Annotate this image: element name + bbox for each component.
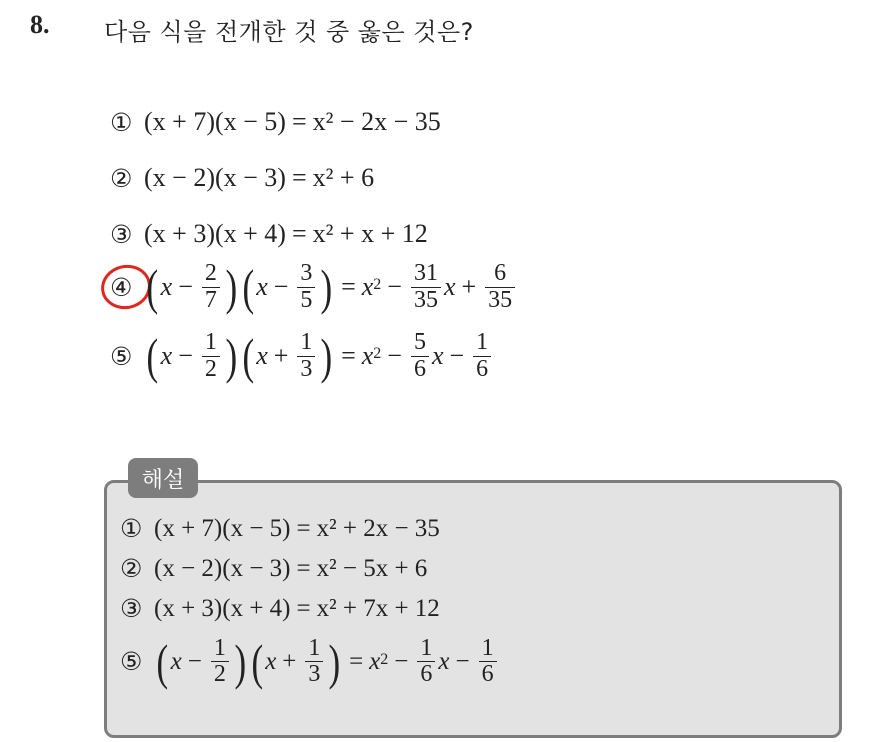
solution-line-5: ⑤ ( x − $\frac{1}{2}$ ) ( x + $\frac{1}{3}$ ) = x $^2$ − $\frac{1}{6}$ x − $\frac{1}{6}$ [120, 636, 500, 687]
solution-line-2: ② (x − 2)(x − 3) = x² − 5x + 6 [120, 554, 428, 583]
option-5[interactable] [110, 326, 494, 386]
option-expression: (x + 3) (x + 4) = x² + x + 12 [144, 219, 428, 248]
option-marker: ⑤ [110, 341, 133, 371]
question-number: 8. [30, 10, 50, 39]
solution-label: 해설 [128, 458, 198, 498]
option-expression: (x − 2) (x − 3) = x² + 6 [144, 163, 375, 192]
solution-line-3: ③ (x + 3)(x + 4) = x² + 7x + 12 [120, 594, 440, 623]
option-expression: ( x − $\frac{2}{7}$ ) ( x − $\frac{3}{5}$ ) = x $^2$ − $\frac{31}{35}$ x + $\frac{6}{35}$ [144, 261, 518, 312]
option-marker: ① [110, 107, 133, 137]
option-4[interactable] [110, 257, 518, 317]
option-3[interactable] [110, 204, 428, 264]
option-2[interactable] [110, 148, 374, 208]
option-marker: ③ [110, 219, 133, 249]
solution-line-1: ① (x + 7)(x − 5) = x² + 2x − 35 [120, 514, 440, 543]
option-marker: ④ [110, 272, 133, 302]
question-text: 다음 식을 전개한 것 중 옳은 것은? [104, 18, 474, 46]
option-expression: ( x − $\frac{1}{2}$ ) ( x + $\frac{1}{3}$ ) = x $^2$ − $\frac{5}{6}$ x − $\frac{1}{6}$ [144, 330, 494, 381]
option-1[interactable] [110, 92, 441, 152]
option-marker: ② [110, 163, 133, 193]
option-expression: (x + 7) (x − 5) = x² − 2x − 35 [144, 107, 441, 136]
